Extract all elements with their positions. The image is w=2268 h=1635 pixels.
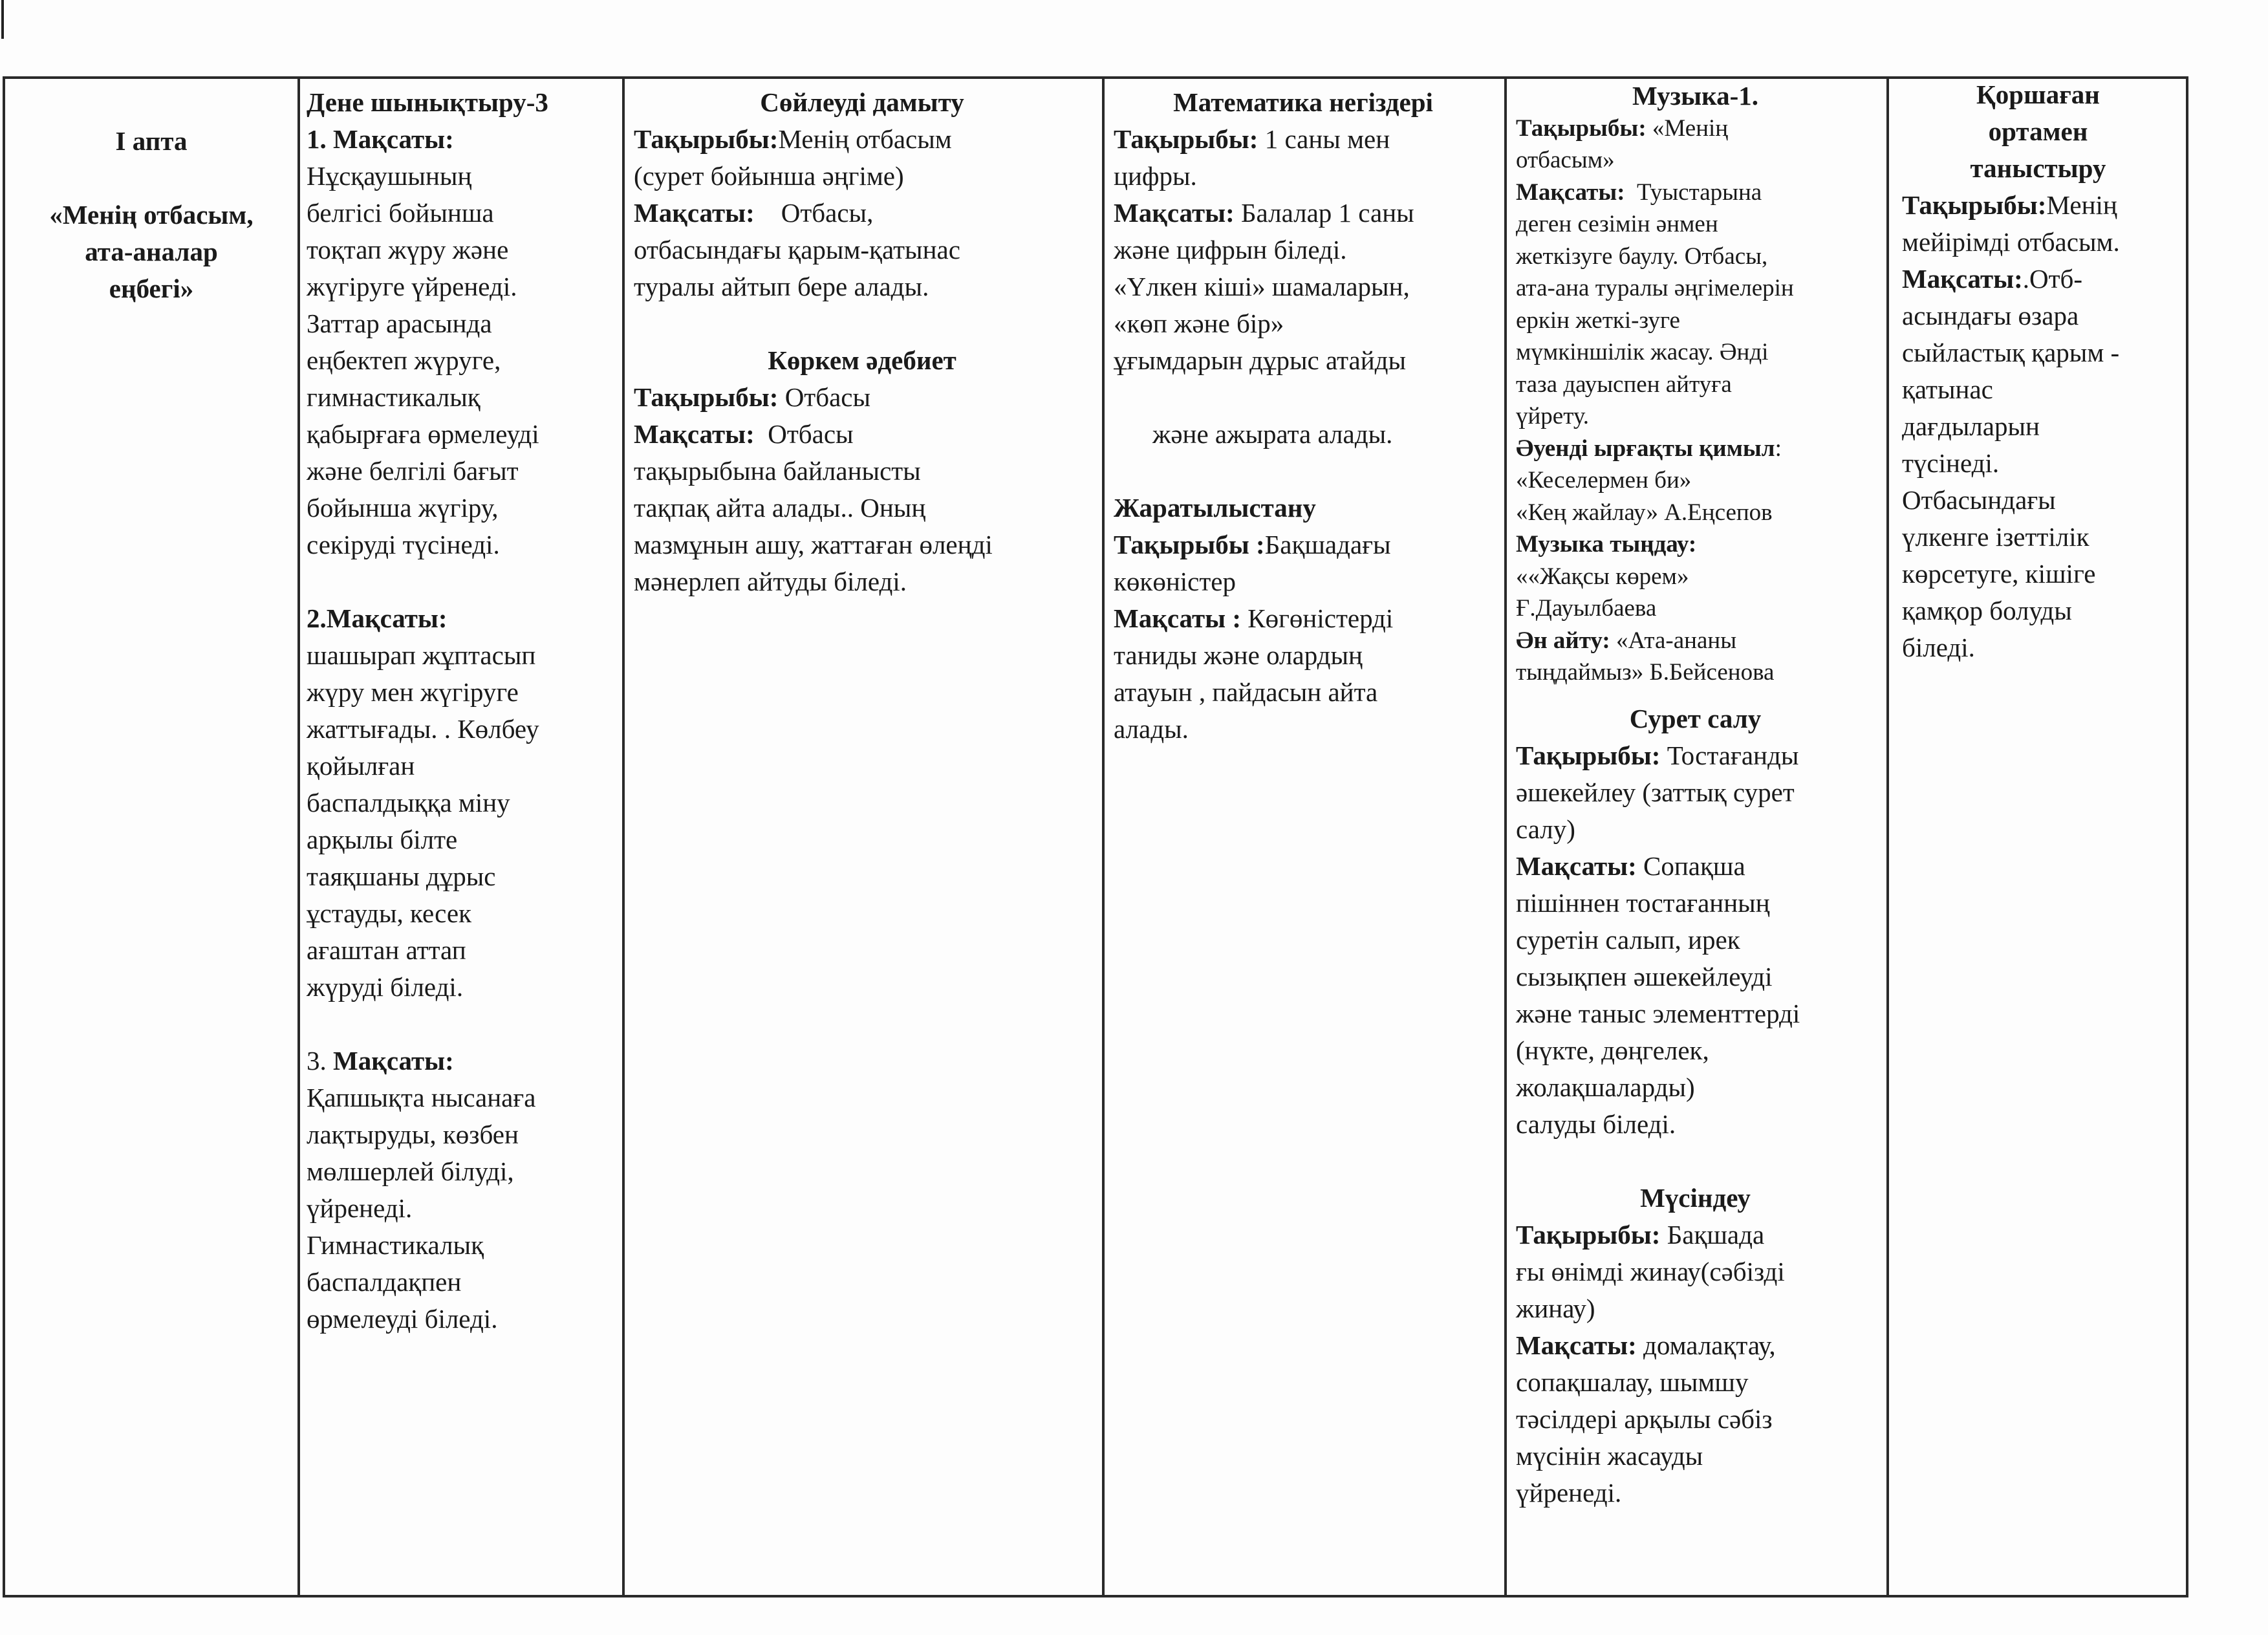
pe-goal1-line: тоқтап жүру және [307,235,509,265]
nature-topic-label: Тақырыбы : [1114,530,1265,559]
pe-goal3-number: 3. [307,1046,327,1076]
environment-goal-line: қатынас [1902,374,1993,404]
literature-goal-line: мәнерлеп айтуды біледі. [634,567,907,596]
speech-goal [634,195,1090,232]
literature-topic-label: Тақырыбы: [634,382,779,412]
drawing-topic [1516,737,1875,774]
speech-topic-cont: (сурет бойынша әңгіме) [634,161,904,191]
pe-goal1-line: Заттар арасында [307,309,492,338]
literature-topic-value: Отбасы [784,382,871,412]
environment-goal-line: дағдыларын [1902,411,2040,441]
pe-goal1-line: еңбектеп жүруге, [307,345,501,375]
week-topic-line: еңбегі» [109,274,194,303]
nature-topic-value: Бақшадағы [1264,530,1391,559]
music-goal-label: Мақсаты: [1516,179,1625,206]
math-topic-label: Тақырыбы: [1114,124,1258,154]
literature-goal-first: Отбасы [768,419,854,449]
pe-goal3-line: Қапшықта нысанаға [307,1083,536,1112]
music-goal-line: деген сезімін әнмен [1516,211,1718,237]
music-goal-line: жеткізуге баулу. Отбасы, [1516,243,1768,270]
pe-goal3-label: Мақсаты: [333,1046,454,1076]
drawing-goal-label: Мақсаты: [1516,850,1637,881]
environment-goal-line: көрсетуге, кішіге [1902,559,2096,589]
literature-goal-label: Мақсаты: [634,419,755,449]
environment-goal-line: қамқор болуды [1902,596,2072,625]
drawing-goal-line: суретін салып, ирек [1516,924,1740,955]
pe-goal2-label: 2.Мақсаты: [307,603,448,633]
speech-goal-line: туралы айтып бере алады. [634,272,929,301]
scan-edge-mark [1,0,4,39]
drawing-goal-line: (нүкте, дөңгелек, [1516,1035,1709,1065]
sculpting-goal-line: мүсінін жасауды [1516,1440,1703,1471]
music-rhythm-label: Әуенді ырғақты қимыл [1516,435,1775,462]
speech-topic-label: Тақырыбы: [634,124,779,154]
week-topic-line: ата-аналар [85,237,218,266]
sculpting-topic-label: Тақырыбы: [1516,1219,1661,1250]
environment-goal-line: үлкенге ізеттілік [1902,522,2090,552]
math-goal-line: «Үлкен кіші» шамаларын, [1114,272,1410,301]
pe-goal3-line: баспалдақпен [307,1267,462,1297]
music-sing-line: тыңдаймыз» Б.Бейсенова [1516,659,1775,686]
environment-goal-first: .Отб- [2022,264,2083,294]
nature-goal [1114,600,1493,637]
nature-goal-line: атауын , пайдасын айта [1114,677,1378,707]
environment-goal-line: түсінеді. [1902,448,2000,478]
math-goal [1114,195,1493,232]
drawing-goal-line: жолақшаларды) [1516,1072,1695,1102]
music-goal-line: мүмкіншілік жасау. Әнді [1516,339,1769,365]
music-cell [1507,76,1886,1597]
drawing-title: Сурет салу [1629,703,1762,733]
pe-goal2-line: жүруді біледі. [307,972,464,1002]
sculpting-title: Мүсіндеу [1640,1182,1751,1213]
drawing-goal-line: салуды біледі. [1516,1109,1676,1139]
pe-cell [300,76,622,1597]
music-topic-cont: отбасым» [1516,147,1615,173]
music-goal-first: Туыстарына [1637,179,1762,206]
week-title: I апта [115,126,188,156]
music-listen-line: Ғ.Дауылбаева [1516,595,1657,622]
math-goal-line: және цифрын біледі. [1114,235,1347,265]
environment-cell [1889,76,2186,1597]
math-topic-value: 1 саны мен [1264,124,1390,154]
pe-goal2-line: қойылған [307,751,415,781]
drawing-goal-line: пішіннен тостағанның [1516,887,1770,918]
sculpting-topic-value: Бақшада [1667,1219,1765,1250]
nature-goal-first: Көгөністерді [1247,603,1394,633]
music-listen-line: ««Жақсы көрем» [1516,563,1689,590]
music-topic [1516,113,1875,145]
drawing-topic-line: салу) [1516,814,1575,844]
pe-goal1-line: жүгіруге үйренеді. [307,272,517,301]
pe-goal3-line: лақтыруды, көзбен [307,1120,519,1149]
music-title: Музыка-1. [1632,81,1759,111]
sculpting-goal-line: үйренеді. [1516,1477,1622,1508]
sculpting-goal [1516,1327,1875,1364]
music-sing-label: Ән айту: [1516,627,1610,654]
environment-goal-label: Мақсаты: [1902,264,2023,294]
sculpting-topic [1516,1217,1875,1253]
pe-title: Дене шынықтыру-3 [307,87,548,117]
sculpting-goal-line: сопақшалау, шымшу [1516,1367,1749,1397]
music-sing-first: «Ата-ананы [1616,627,1737,654]
math-cell [1105,76,1504,1597]
literature-goal-line: мазмұнын ашу, жаттаған өлеңді [634,530,993,559]
pe-goal3-line: Гимнастикалық [307,1230,484,1260]
pe-goal2-line: таяқшаны дұрыс [307,861,496,891]
music-goal-line: үйрету. [1516,403,1589,429]
speech-goal-line: отбасындағы қарым-қатынас [634,235,960,265]
environment-goal-line: сыйластық қарым - [1902,338,2120,367]
pe-goal2-line: ағаштан аттап [307,935,466,965]
sculpting-goal-first: домалақтау, [1643,1330,1776,1360]
music-topic-label: Тақырыбы: [1516,114,1647,142]
drawing-topic-value: Тостағанды [1667,740,1799,770]
pe-goal1-line: Нұсқаушының [307,161,472,191]
nature-goal-label: Мақсаты : [1114,603,1242,633]
pe-goal1-line: және белгілі бағыт [307,456,519,486]
environment-goal-line: Отбасындағы [1902,485,2056,515]
math-topic-cont: цифры. [1114,161,1197,191]
literature-title: Көркем әдебиет [768,345,956,375]
music-rhythm [1516,433,1875,465]
math-title: Математика негіздері [1173,87,1433,117]
literature-goal [634,416,1090,453]
speech-topic [634,121,1090,158]
math-goal-first: Балалар 1 саны [1241,198,1414,228]
pe-goal1-label: 1. Мақсаты: [307,124,454,154]
pe-goal1-line: бойынша жүгіру, [307,493,499,523]
lesson-plan-table [3,76,2188,1597]
nature-topic-cont: көкөністер [1114,567,1236,596]
environment-goal-line: асындағы өзара [1902,301,2079,330]
pe-goal3-line: өрмелеуді біледі. [307,1304,498,1334]
pe-goal1-line: белгісі бойынша [307,198,494,228]
nature-goal-line: таниды және олардың [1114,640,1363,670]
music-rhythm-line: «Кеселермен би» [1516,467,1692,493]
nature-topic [1114,526,1493,563]
pe-goal3-heading [307,1043,610,1079]
pe-goal2-line: жаттығады. . Көлбеу [307,714,539,744]
speech-goal-first: Отбасы, [781,198,874,228]
drawing-topic-line: әшекейлеу (заттық сурет [1516,777,1795,807]
drawing-goal-first: Сопақша [1643,850,1745,881]
music-goal [1516,177,1875,209]
drawing-section [1516,700,1875,1511]
environment-title-line: ортамен [1988,116,2088,146]
music-topic-value: «Менің [1652,114,1729,142]
nature-goal-line: алады. [1114,714,1189,744]
environment-goal-line: біледі. [1902,633,1975,662]
math-goal-line: ұғымдарын дұрыс атайды [1114,345,1407,375]
music-goal-line: таза дауыспен айтуға [1516,371,1732,398]
pe-goal1-line: қабырғаға өрмелеуді [307,419,539,449]
sculpting-topic-line: ғы өнімді жинау(сәбізді [1516,1256,1785,1286]
math-goal-tail: және ажырата алады. [1152,419,1393,449]
music-rhythm-line: «Кең жайлау» А.Еңсепов [1516,499,1773,526]
pe-goal2-line: жүру мен жүгіруге [307,677,519,707]
pe-goal3-line: мөлшерлей білуді, [307,1156,514,1186]
pe-goal2-line: ұстауды, кесек [307,898,471,928]
sculpting-goal-line: тәсілдері арқылы сәбіз [1516,1403,1773,1434]
music-listen-label: Музыка тыңдау: [1516,531,1697,558]
nature-title: Жаратылыстану [1114,493,1316,523]
pe-goal1-line: гимнастикалық [307,382,481,412]
environment-title-line: таныстыру [1970,153,2106,183]
pe-goal3-line: үйренеді. [307,1193,413,1223]
drawing-topic-label: Тақырыбы: [1516,740,1661,770]
sculpting-topic-line: жинау) [1516,1293,1595,1323]
sculpting-goal-label: Мақсаты: [1516,1330,1637,1360]
table-border-right [2186,76,2188,1597]
speech-cell [625,76,1102,1597]
week-cell [5,76,297,1597]
pe-goal1-line: секіруді түсінеді. [307,530,500,559]
drawing-goal-line: сызықпен әшекейлеуді [1516,961,1773,991]
pe-goal2-line: баспалдыққа міну [307,788,510,817]
music-sing [1516,625,1875,657]
literature-goal-line: тақырыбына байланысты [634,456,921,486]
math-goal-label: Мақсаты: [1114,198,1235,228]
speech-goal-label: Мақсаты: [634,198,755,228]
speech-title: Сөйлеуді дамыту [760,87,964,117]
environment-topic-value: Менің [2046,190,2117,220]
environment-goal [1902,261,2174,298]
math-topic [1114,121,1493,158]
music-goal-line: ата-ана туралы әңгімелерін [1516,275,1794,301]
environment-topic-cont: мейірімді отбасым. [1902,227,2120,257]
pe-goal2-line: арқылы білте [307,825,458,854]
environment-title-line: Қоршаған [1976,80,2100,109]
speech-topic-value: Менің отбасым [778,124,952,154]
drawing-goal [1516,848,1875,885]
environment-topic-label: Тақырыбы: [1902,190,2047,220]
literature-topic [634,379,1090,416]
literature-goal-line: тақпақ айта алады.. Оның [634,493,926,523]
week-topic-line: «Менің отбасым, [49,200,254,230]
environment-topic [1902,187,2174,224]
drawing-goal-line: және таныс элементтерді [1516,998,1800,1028]
music-rhythm-colon: : [1775,435,1782,462]
pe-goal2-line: шашырап жұптасып [307,640,536,670]
music-goal-line: еркін жеткі-зуге [1516,307,1680,334]
math-goal-line: «көп және бір» [1114,309,1284,338]
